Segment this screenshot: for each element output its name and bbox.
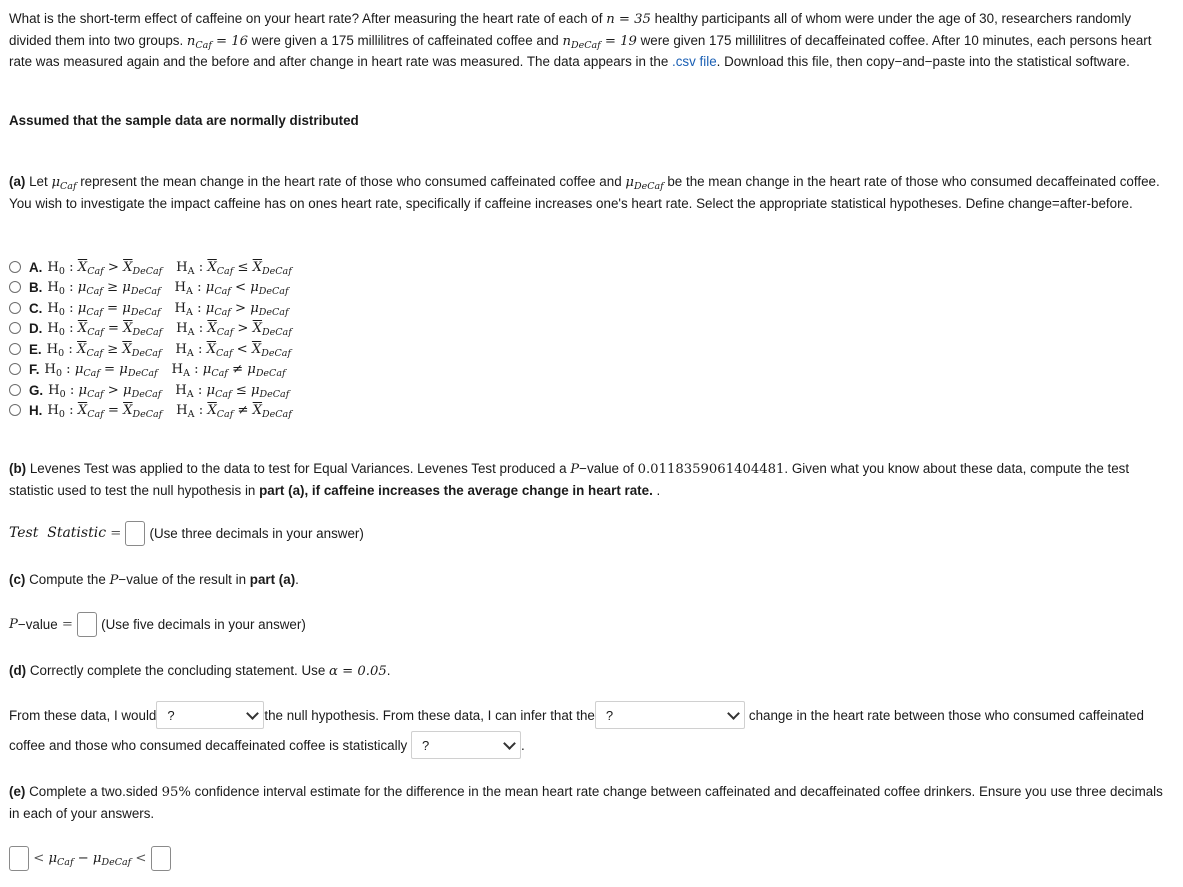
radio-button[interactable]	[9, 261, 21, 273]
p-value-input[interactable]	[77, 612, 97, 637]
p-value-hint: (Use five decimals in your answer)	[101, 616, 306, 632]
chevron-down-icon	[503, 737, 516, 750]
radio-button[interactable]	[9, 363, 21, 375]
null-hypothesis: $H_0$ : $\mu_{Caf} = \mu_{DeCaf}$	[44, 361, 158, 379]
radio-button[interactable]	[9, 302, 21, 314]
alternative-hypothesis: $H_A$ : $\overline{X}_{Caf} > \overline{X}_{DeCaf}$	[176, 320, 292, 338]
null-hypothesis: $H_0$ : $\mu_{Caf} = \mu_{DeCaf}$	[47, 300, 161, 318]
intro-text: were given 175 millilitres of decaffeinated coffee. After 10 minutes, each persons heart rate was measured again and the before and after change in heart rate was measured. The data appears in the	[9, 32, 1152, 69]
alternative-hypothesis: $H_A$ : $\overline{X}_{Caf} < \overline{X}_{DeCaf}$	[175, 341, 291, 359]
hypothesis-option[interactable]: F. $H_0$ : $\mu_{Caf} = \mu_{DeCaf}$ $H_A$ : $\mu_{Caf} \ne \mu_{DeCaf}$	[9, 359, 286, 379]
hypothesis-option[interactable]: E. $H_0$ : $\overline{X}_{Caf} \ge \overline{X}_{DeCaf}$ $H_A$ : $\overline{X}_{Caf} < \overline{X}_{DeCaf}$	[9, 339, 291, 359]
hypothesis-option[interactable]: C. $H_0$ : $\mu_{Caf} = \mu_{DeCaf}$ $H_A$ : $\mu_{Caf} > \mu_{DeCaf}$	[9, 298, 288, 318]
test-statistic-row: Test Statistic = (Use three decimals in your answer)	[9, 519, 364, 547]
levene-p-value: 0.0118359061404481	[637, 462, 785, 477]
null-hypothesis: $H_0$ : $\overline{X}_{Caf} > \overline{X}_{DeCaf}$	[47, 259, 163, 277]
p-value-label: −value	[17, 616, 58, 632]
test-statistic-hint: (Use three decimals in your answer)	[149, 525, 364, 541]
part-b-text: (b) Levenes Test was applied to the data to test for Equal Variances. Levenes Test produced a P−value of 0.0118359061404481. Given what you know about these data, compute the test statistic used to test the null hypothesis in part (a), if caffeine increases the average change in heart rate. .	[9, 461, 1130, 498]
radio-button[interactable]	[9, 404, 21, 416]
alternative-hypothesis: $H_A$ : $\mu_{Caf} > \mu_{DeCaf}$	[174, 300, 289, 318]
radio-button[interactable]	[9, 281, 21, 293]
hypothesis-option[interactable]: G. $H_0$ : $\mu_{Caf} > \mu_{DeCaf}$ $H_A$ : $\mu_{Caf} \le \mu_{DeCaf}$	[9, 380, 289, 400]
alternative-hypothesis: $H_A$ : $\mu_{Caf} \ne \mu_{DeCaf}$	[171, 361, 286, 379]
part-d-text: (d) Correctly complete the concluding statement. Use α = 0.05.	[9, 663, 391, 679]
conclusion-line-1: From these data, I would ? the null hypothesis. From these data, I can infer that the ? change in the heart rate between those who consumed caffeinated	[9, 701, 1179, 729]
n-total: n = 35	[606, 12, 651, 27]
part-c-text: (c) Compute the P−value of the result in part (a).	[9, 572, 299, 588]
hypothesis-option[interactable]: A. $H_0$ : $\overline{X}_{Caf} > \overline{X}_{DeCaf}$ $H_A$ : $\overline{X}_{Caf} \le \overline{X}_{DeCaf}$	[9, 257, 292, 277]
null-hypothesis: $H_0$ : $\mu_{Caf} > \mu_{DeCaf}$	[48, 382, 162, 400]
ci-upper-input[interactable]	[151, 846, 171, 871]
test-statistic-label: Test Statistic	[9, 525, 107, 541]
significance-select[interactable]: ?	[411, 731, 521, 759]
part-a-text: (a) Let $\mu_{Caf}$ represent the mean change in the heart rate of those who consumed caffeinated coffee and $\mu_{DeCaf}$ be the mean change in the heart rate of those who consumed decaffeinated coffee. You wish to investigate the impact caffeine has on ones heart rate, specifically if caffeine increases one's heart rate. Select the appropriate statistical hypotheses. Define change=after-before.	[9, 174, 1160, 211]
intro-text: were given a 175 millilitres of caffeinated coffee and	[248, 32, 563, 48]
radio-button[interactable]	[9, 322, 21, 334]
alternative-hypothesis: $H_A$ : $\overline{X}_{Caf} \le \overline{X}_{DeCaf}$	[176, 259, 292, 277]
n-decaf: $n_{DeCaf} = 19$	[562, 33, 637, 51]
p-value-row: P −value = (Use five decimals in your answer)	[9, 610, 306, 638]
hypothesis-option[interactable]: D. $H_0$ : $\overline{X}_{Caf} = \overline{X}_{DeCaf}$ $H_A$ : $\overline{X}_{Caf} > \overline{X}_{DeCaf}$	[9, 318, 292, 338]
reject-decision-select[interactable]: ?	[156, 701, 264, 729]
ci-lower-input[interactable]	[9, 846, 29, 871]
chevron-down-icon	[727, 707, 740, 720]
alternative-hypothesis: $H_A$ : $\overline{X}_{Caf} \ne \overline{X}_{DeCaf}$	[176, 402, 292, 420]
null-hypothesis: $H_0$ : $\overline{X}_{Caf} = \overline{X}_{DeCaf}$	[47, 320, 163, 338]
chevron-down-icon	[247, 707, 260, 720]
null-hypothesis: $H_0$ : $\mu_{Caf} \ge \mu_{DeCaf}$	[47, 279, 161, 297]
test-statistic-input[interactable]	[125, 521, 145, 546]
csv-file-link[interactable]: .csv file	[672, 54, 717, 69]
mean-comparison-select[interactable]: ?	[595, 701, 745, 729]
part-e-text: (e) Complete a two.sided 95% confidence interval estimate for the difference in the mean heart rate change between caffeinated and decaffeinated coffee drinkers. Ensure you use three decimals in each of your answers.	[9, 784, 1163, 821]
alternative-hypothesis: $H_A$ : $\mu_{Caf} < \mu_{DeCaf}$	[174, 279, 289, 297]
alpha-value: α = 0.05	[329, 664, 387, 679]
mu-caf: $\mu_{Caf}$	[51, 175, 77, 192]
alternative-hypothesis: $H_A$ : $\mu_{Caf} \le \mu_{DeCaf}$	[175, 382, 290, 400]
radio-button[interactable]	[9, 343, 21, 355]
intro-paragraph	[9, 9, 1173, 73]
null-hypothesis: $H_0$ : $\overline{X}_{Caf} \ge \overline{X}_{DeCaf}$	[46, 341, 162, 359]
null-hypothesis: $H_0$ : $\overline{X}_{Caf} = \overline{X}_{DeCaf}$	[47, 402, 163, 420]
hypothesis-option[interactable]: B. $H_0$ : $\mu_{Caf} \ge \mu_{DeCaf}$ $H_A$ : $\mu_{Caf} < \mu_{DeCaf}$	[9, 277, 288, 297]
radio-button[interactable]	[9, 384, 21, 396]
intro-text: What is the short-term effect of caffeine on your heart rate? After measuring the heart rate of each of	[9, 11, 607, 26]
conclusion-line-2: coffee and those who consumed decaffeinated coffee is statistically ? .	[9, 731, 525, 759]
ci-expression: $\mu_{Caf} - \mu_{DeCaf}$	[48, 850, 132, 868]
n-caf: $n_{Caf} = 16$	[186, 33, 249, 51]
intro-text: . Download this file, then copy−and−paste into the statistical software.	[716, 54, 1130, 69]
confidence-interval-row: < $\mu_{Caf} - \mu_{DeCaf}$ <	[9, 844, 171, 872]
intro-text: healthy participants all of whom were under the age of 30, researchers randomly divided them into two groups.	[9, 11, 1132, 48]
hypothesis-option[interactable]: H. $H_0$ : $\overline{X}_{Caf} = \overline{X}_{DeCaf}$ $H_A$ : $\overline{X}_{Caf} \ne \overline{X}_{DeCaf}$	[9, 400, 292, 420]
mu-decaf: $\mu_{DeCaf}$	[625, 175, 664, 192]
assumption-note: Assumed that the sample data are normally distributed	[9, 113, 359, 128]
